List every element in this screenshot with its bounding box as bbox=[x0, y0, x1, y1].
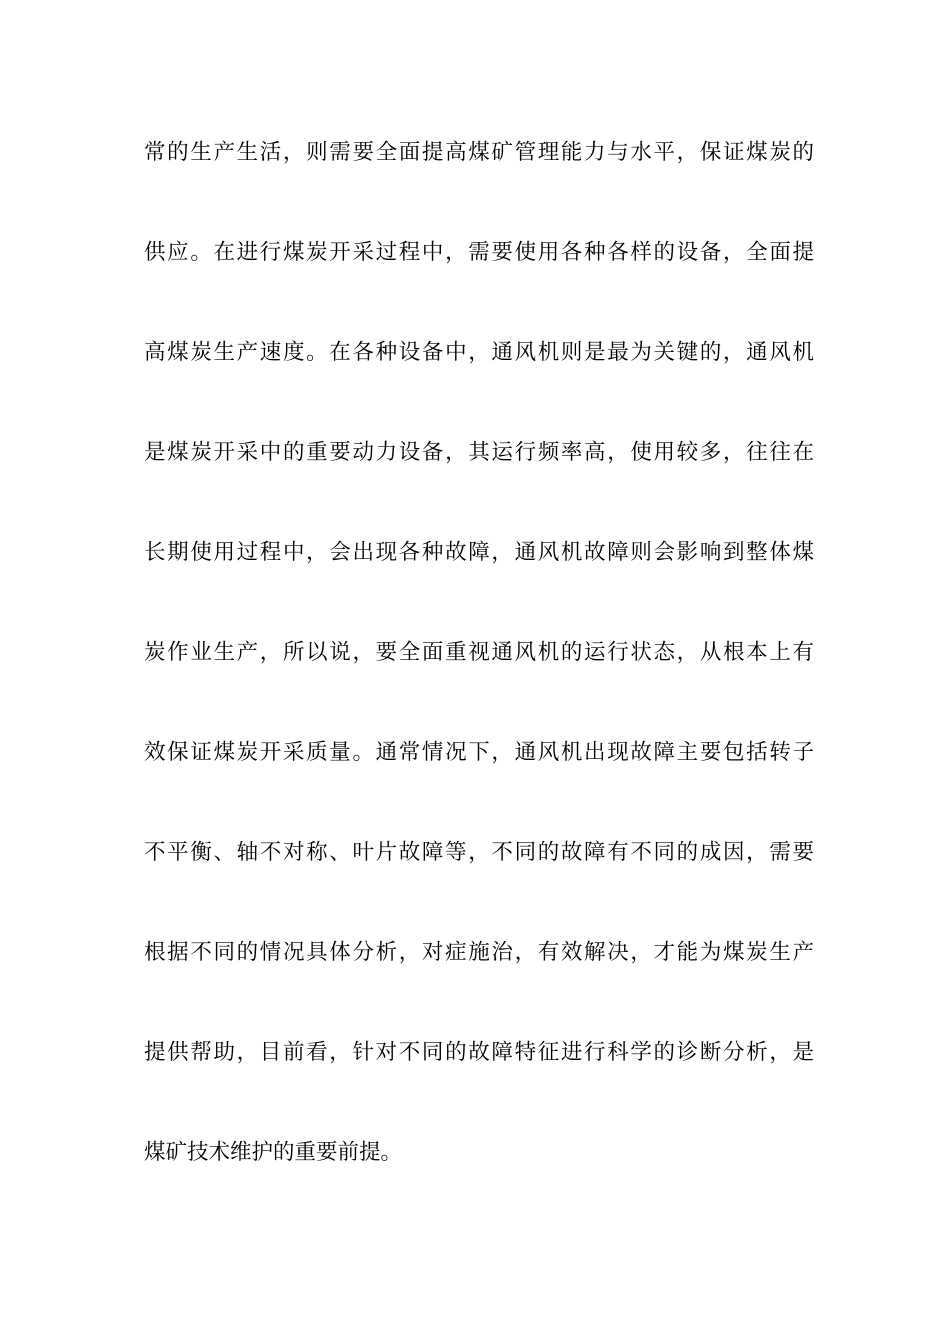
paragraph-line: 炭作业生产，所以说，要全面重视通风机的运行状态，从根本上有 bbox=[144, 640, 814, 665]
body-paragraph bbox=[144, 132, 814, 1232]
paragraph-line: 提供帮助，目前看，针对不同的故障特征进行科学的诊断分析，是 bbox=[144, 1040, 814, 1065]
paragraph-line: 常的生产生活，则需要全面提高煤矿管理能力与水平，保证煤炭的 bbox=[144, 140, 814, 165]
paragraph-line: 根据不同的情况具体分析，对症施治，有效解决，才能为煤炭生产 bbox=[144, 940, 814, 965]
paragraph-line: 效保证煤炭开采质量。通常情况下，通风机出现故障主要包括转子 bbox=[144, 740, 814, 765]
paragraph-line: 供应。在进行煤炭开采过程中，需要使用各种各样的设备，全面提 bbox=[144, 240, 814, 265]
paragraph-line: 长期使用过程中，会出现各种故障，通风机故障则会影响到整体煤 bbox=[144, 540, 814, 565]
paragraph-line: 不平衡、轴不对称、叶片故障等，不同的故障有不同的成因，需要 bbox=[144, 840, 814, 865]
paragraph-line: 是煤炭开采中的重要动力设备，其运行频率高，使用较多，往往在 bbox=[144, 440, 814, 465]
paragraph-line: 高煤炭生产速度。在各种设备中，通风机则是最为关键的，通风机 bbox=[144, 340, 814, 365]
paragraph-line-last: 煤矿技术维护的重要前提。 bbox=[144, 1140, 403, 1165]
